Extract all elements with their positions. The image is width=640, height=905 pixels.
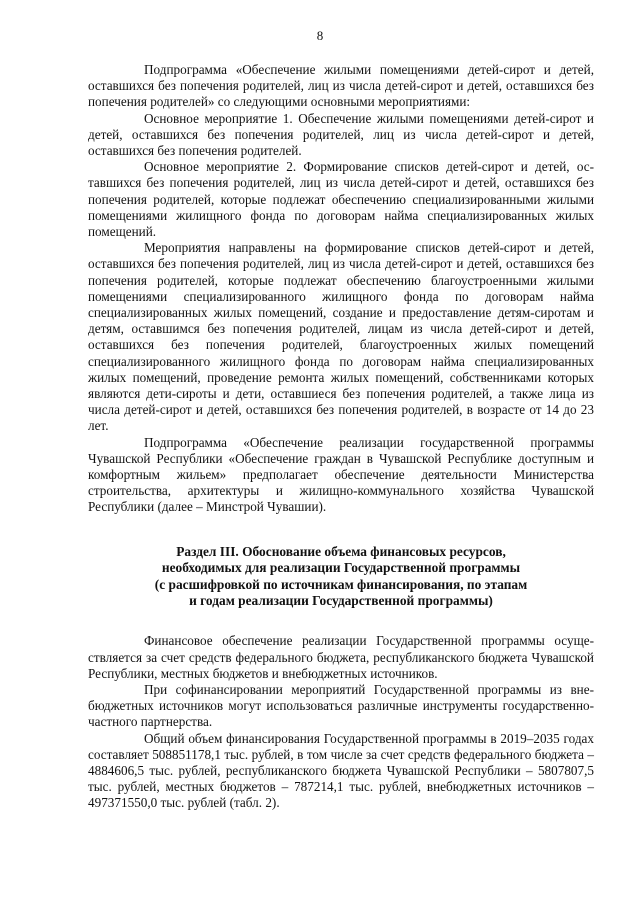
section-heading-line: необходимых для реализации Государственной программы: [161, 560, 521, 576]
paragraph-activities-purpose: Мероприятия направлены на формирование списков детей-сирот и детей, оставшихся без попечения родителей, лиц из числа детей-сирот и детей, оставшихся без попечения родителей, которые подлежат обеспечению благоустроенными жилыми помещениями специализированного жилищного фонда по договорам найма специализированных жилых помещений, создание и предоставление детям-сиротам и детям, оставшимся без попечения родителей, лицам из числа детей-сирот и детей, оставшихся без попечения родителей, благоустроенных жилых помещений специализированного жилищного фонда по договорам найма специализированных жилых помещений, проведение ремонта жилых помещений, собственниками которых являются дети-сироты и дети, оставшиеся без попечения родителей, а также лица из числа детей-сирот и детей, оставшихся без попечения родителей, в возрасте от 14 до 23 лет.: [88, 240, 594, 434]
document-body: [88, 62, 594, 812]
paragraph-financing-sources: Финансовое обеспечение реализации Государственной программы осуществляется за счет средств федерального бюджета, республиканского бюджета Чувашской Республики, местных бюджетов и внебюджетных источников.: [88, 633, 594, 681]
paragraph-main-activity-2: Основное мероприятие 2. Формирование списков детей-сирот и детей, оставшихся без попечения родителей, лиц из числа детей-сирот и детей, оставшихся без попечения родителей, которые подлежат обеспечению специализированными жилыми помещениями жилищного фонда по договорам найма специализированных жилых помещений.: [88, 159, 594, 240]
section-heading: [88, 544, 594, 610]
section-heading-line: Раздел III. Обоснование объема финансовых ресурсов,: [176, 543, 506, 559]
paragraph-total-financing: Общий объем финансирования Государственной программы в 2019–2035 годах составляет 508851178,1 тыс. рублей, в том числе за счет средств федерального бюджета – 4884606,5 тыс. рублей, республиканского бюджета Чувашской Республики – 5807807,5 тыс. рублей, местных бюджетов – 787214,1 тыс. рублей, внебюджетных источников – 497371550,0 тыс. рублей (табл. 2).: [88, 730, 594, 811]
section-heading-line: (с расшифровкой по источникам финансирования, по этапам: [154, 576, 528, 592]
paragraph-subprogram-orphans: Подпрограмма «Обеспечение жилыми помещениями детей-сирот и детей, оставшихся без попечения родителей, лиц из числа детей-сирот и детей, оставшихся без попечения родителей» со следующими основными мероприятиями:: [88, 62, 594, 110]
page-number: 8: [316, 28, 324, 43]
paragraph-cofinancing: При софинансировании мероприятий Государственной программы из внебюджетных источников могут использоваться различные инструменты государственно-частного партнерства.: [88, 681, 594, 730]
section-heading-line: и годам реализации Государственной программы): [189, 592, 493, 608]
paragraph-main-activity-1: Основное мероприятие 1. Обеспечение жилыми помещениями детей-сирот и детей, оставшихся без попечения родителей, лиц из числа детей-сирот и детей, оставшихся без попечения родителей.: [88, 110, 594, 159]
paragraph-subprogram-implementation: Подпрограмма «Обеспечение реализации государственной программы Чувашской Республики «Обеспечение граждан в Чувашской Республике доступным и комфортным жильем» предполагает обеспечение деятельности Министерства строительства, архитектуры и жилищно-коммунального хозяйства Чувашской Республики (далее – Минстрой Чувашии).: [88, 434, 594, 515]
